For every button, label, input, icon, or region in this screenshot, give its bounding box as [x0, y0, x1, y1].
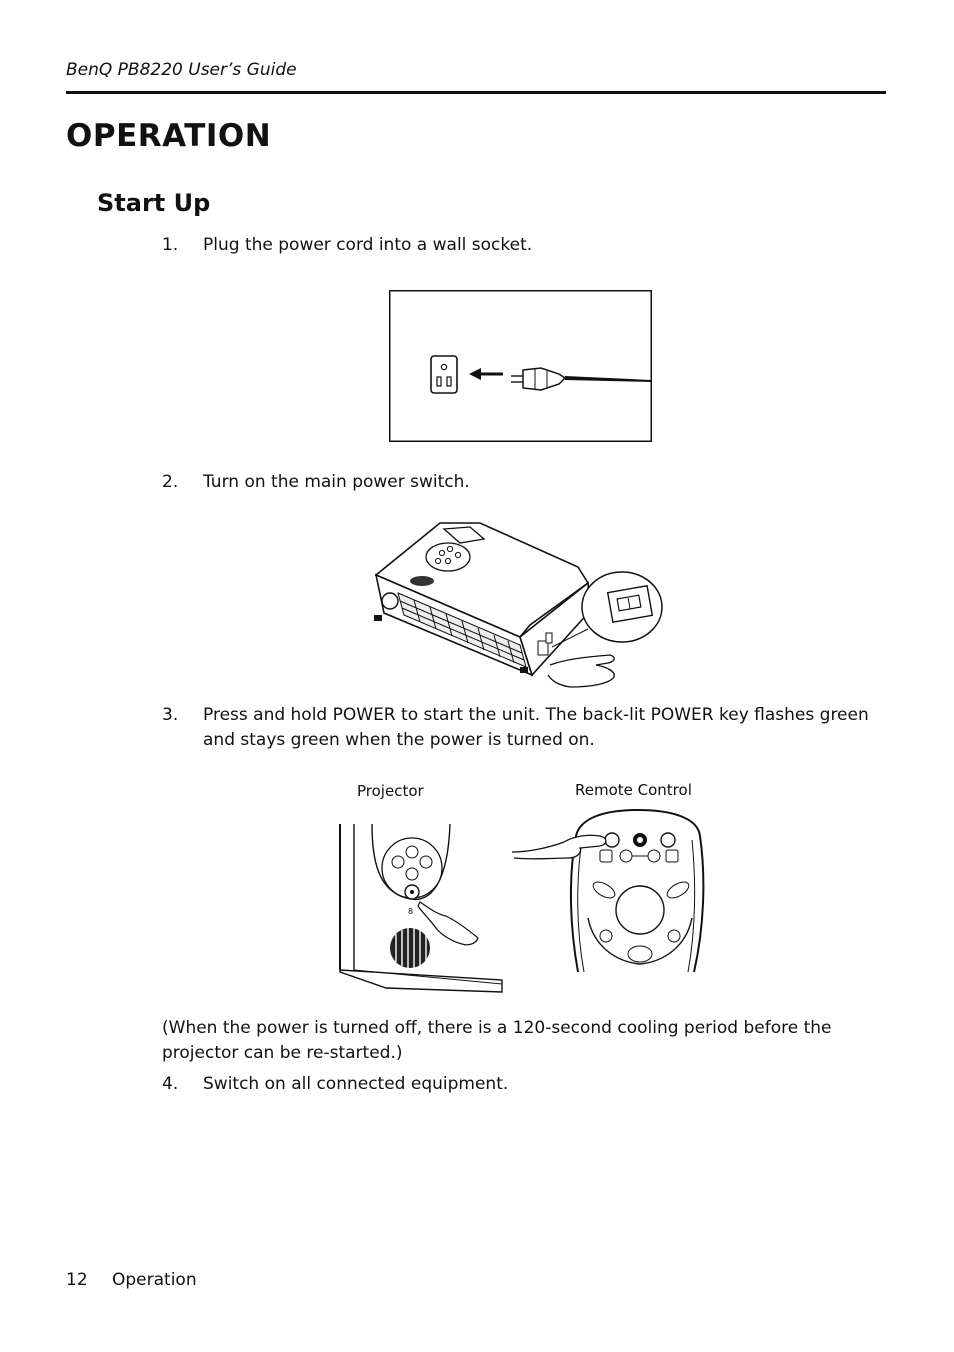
wall-socket-icon: [431, 356, 457, 393]
step-3-text-line1: Press and hold POWER to start the unit. The back-lit POWER key flashes green: [203, 705, 869, 725]
footer-section: Operation: [112, 1270, 197, 1290]
step-4-text: Switch on all connected equipment.: [203, 1074, 509, 1094]
step-3-text-line2: and stays green when the power is turned on.: [203, 730, 595, 750]
speaker-grille-icon: [390, 928, 430, 968]
subsection-title: Start Up: [97, 189, 211, 217]
note-line2: projector can be re-started.): [162, 1043, 403, 1063]
projector-keypad-figure: [336, 820, 506, 994]
step-2-text: Turn on the main power switch.: [203, 472, 470, 492]
step-1-number: 1.: [162, 235, 179, 255]
trackball-icon: [616, 886, 664, 934]
running-header: BenQ PB8220 User’s Guide: [66, 60, 297, 80]
header-rule: [66, 91, 886, 94]
keypad-icon: [382, 838, 442, 899]
keypad-icon: [426, 543, 470, 571]
power-switch-icon: [582, 572, 662, 642]
page-number: 12: [66, 1270, 88, 1290]
remote-control-label: Remote Control: [575, 781, 692, 799]
step-3-number: 3.: [162, 705, 179, 725]
step-1-text: Plug the power cord into a wall socket.: [203, 235, 533, 255]
svg-text:8: 8: [408, 907, 414, 916]
section-title: OPERATION: [66, 118, 272, 154]
projector-label: Projector: [357, 782, 424, 800]
step-2-number: 2.: [162, 472, 179, 492]
hand-icon: [548, 655, 614, 687]
power-cord-figure: [389, 290, 652, 442]
projector-power-switch-figure: [370, 515, 665, 690]
step-4-number: 4.: [162, 1074, 179, 1094]
lens-icon: [382, 593, 398, 609]
speaker-icon: [410, 576, 434, 586]
remote-control-figure: [508, 808, 708, 976]
note-line1: (When the power is turned off, there is a 120-second cooling period before the: [162, 1018, 832, 1038]
